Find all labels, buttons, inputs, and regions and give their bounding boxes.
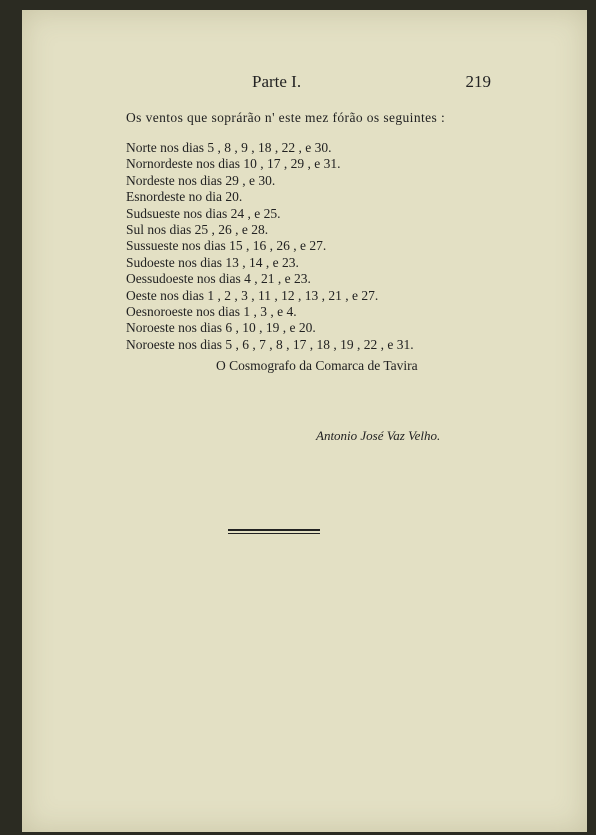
wind-row: Esnordeste no dia 20. [126,189,243,205]
wind-row: Nornordeste nos dias 10 , 17 , 29 , e 31. [126,156,341,172]
wind-row: Noroeste nos dias 5 , 6 , 7 , 8 , 17 , 18 , 19 , 22 , e 31. [126,336,414,352]
wind-row: Sul nos dias 25 , 26 , e 28. [126,222,269,238]
wind-row: Nordeste nos dias 29 , e 30. [126,172,276,188]
page-number: 219 [465,72,491,91]
wind-row: Norte nos dias 5 , 8 , 9 , 18 , 22 , e 30. [126,140,332,155]
intro-text: Os ventos que soprárão n' este mez fórão os seguintes : [126,110,446,125]
closing-rule-thin [228,533,320,534]
running-head: Parte I. [252,72,302,91]
bleed-through-texture [22,10,587,832]
wind-row: Noroeste nos dias 6 , 10 , 19 , e 20. [126,320,316,336]
wind-row: Sudoeste nos dias 13 , 14 , e 23. [126,254,299,270]
wind-row: Oeste nos dias 1 , 2 , 3 , 11 , 12 , 13 , 21 , e 27. [126,287,379,303]
wind-row: Sudsueste nos dias 24 , e 25. [126,205,281,221]
page-header [22,72,587,94]
wind-row: Oesnoroeste nos dias 1 , 3 , e 4. [126,304,297,320]
signature-title: O Cosmografo da Comarca de Tavira [216,358,418,373]
wind-list [126,140,486,353]
closing-rule [228,529,320,531]
signature-author: Antonio José Vaz Velho. [316,428,441,443]
book-page [22,10,587,832]
wind-row: Sussueste nos dias 15 , 16 , 26 , e 27. [126,238,327,254]
wind-row: Oessudoeste nos dias 4 , 21 , e 23. [126,271,311,287]
